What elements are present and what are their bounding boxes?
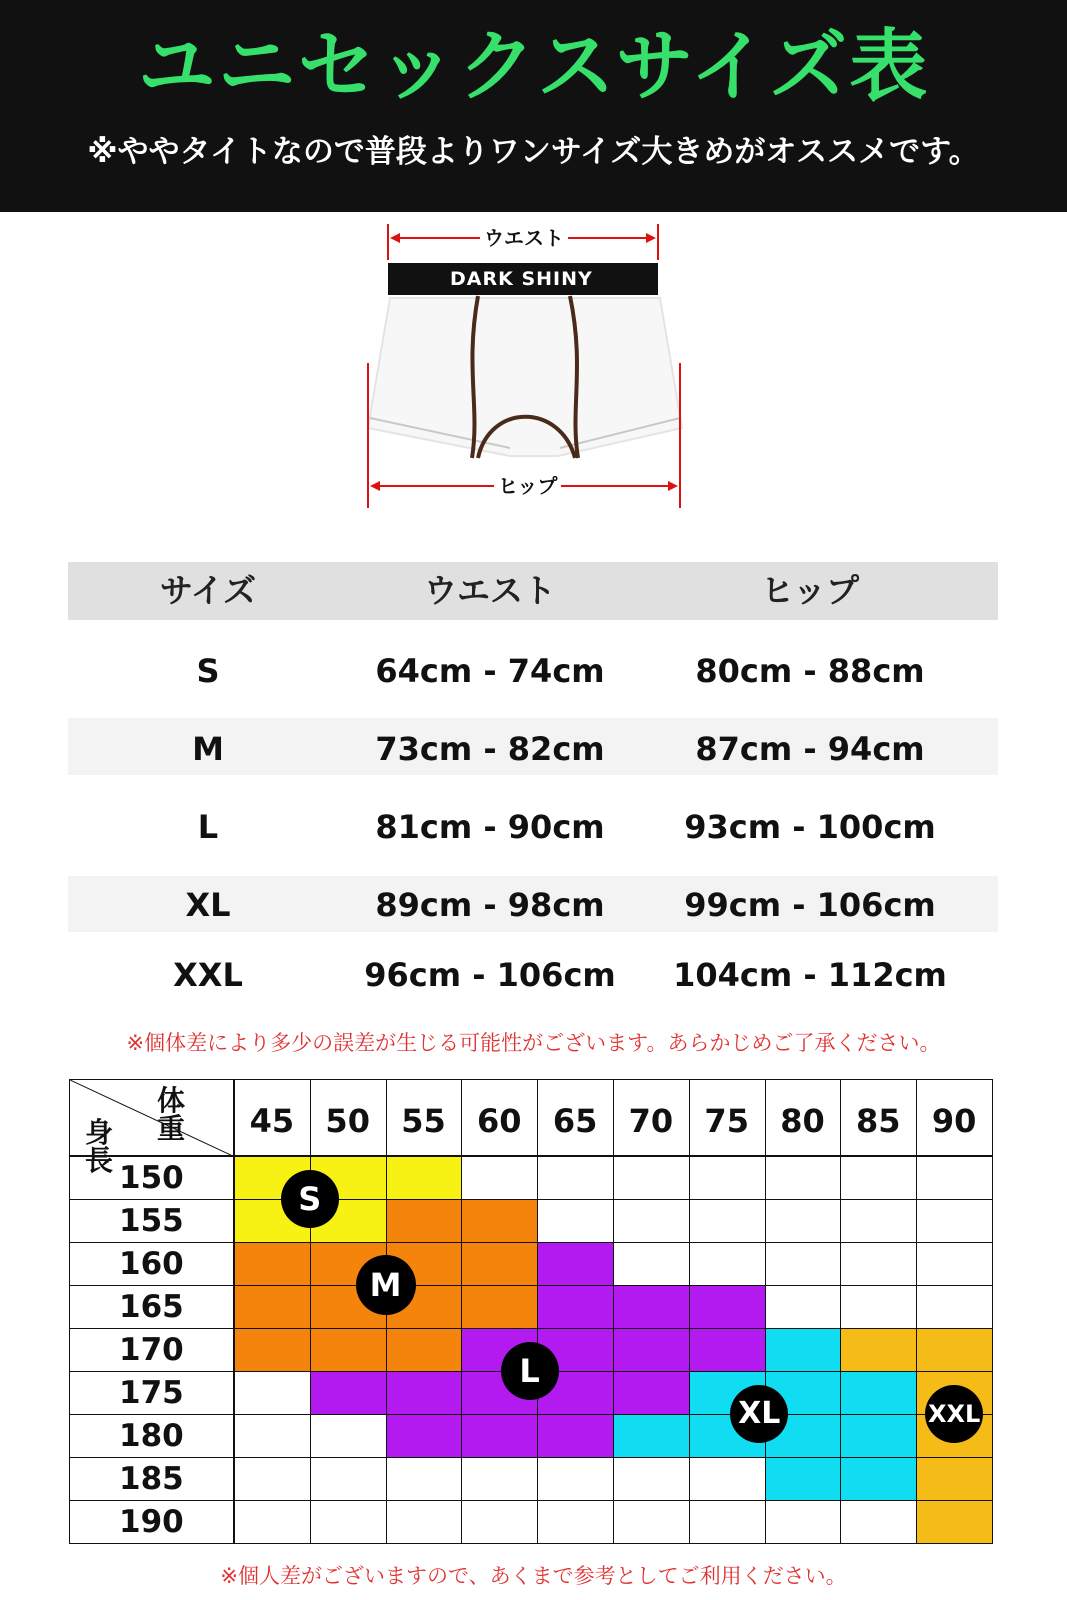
table-row-waist: 73cm - 82cm bbox=[375, 730, 605, 768]
chart-cell bbox=[916, 1242, 993, 1286]
chart-cell bbox=[840, 1500, 917, 1544]
chart-cell bbox=[537, 1285, 614, 1329]
chart-cell bbox=[461, 1414, 538, 1458]
chart-cell bbox=[386, 1457, 463, 1501]
chart-note: ※個人差がございますので、あくまで参考としてご利用ください。 bbox=[220, 1564, 847, 1588]
header-size: サイズ bbox=[159, 571, 257, 610]
weight-header: 45 bbox=[249, 1102, 295, 1140]
chart-cell bbox=[765, 1328, 842, 1372]
height-header: 165 bbox=[119, 1289, 184, 1325]
table-row-size: M bbox=[192, 730, 224, 768]
height-header: 155 bbox=[119, 1203, 184, 1239]
chart-cell bbox=[461, 1285, 538, 1329]
chart-cell bbox=[461, 1457, 538, 1501]
weight-header: 60 bbox=[477, 1102, 522, 1140]
chart-cell bbox=[765, 1199, 842, 1243]
chart-cell bbox=[613, 1285, 690, 1329]
table-row-hip: 93cm - 100cm bbox=[684, 808, 936, 846]
chart-cell bbox=[916, 1156, 993, 1200]
table-row-size: XXL bbox=[173, 956, 243, 994]
chart-cell bbox=[310, 1328, 387, 1372]
chart-cell bbox=[840, 1414, 917, 1458]
header-hip: ヒップ bbox=[760, 571, 859, 610]
chart-cell bbox=[916, 1328, 993, 1372]
table-row-hip: 80cm - 88cm bbox=[695, 652, 925, 690]
chart-cell bbox=[234, 1328, 311, 1372]
chart-cell bbox=[537, 1242, 614, 1286]
chart-cell bbox=[765, 1285, 842, 1329]
size-badge-xxl: XXL bbox=[925, 1385, 983, 1443]
page-subtitle: ※ややタイトなので普段よりワンサイズ大きめがオススメです。 bbox=[87, 134, 980, 170]
chart-cell bbox=[613, 1457, 690, 1501]
chart-cell bbox=[310, 1371, 387, 1415]
chart-cell bbox=[613, 1414, 690, 1458]
table-row-hip: 104cm - 112cm bbox=[673, 956, 947, 994]
weight-header: 70 bbox=[628, 1102, 674, 1140]
table-row-waist: 64cm - 74cm bbox=[375, 652, 605, 690]
chart-cell bbox=[689, 1457, 766, 1501]
garment-diagram bbox=[360, 218, 710, 528]
chart-cell bbox=[689, 1199, 766, 1243]
chart-cell bbox=[613, 1199, 690, 1243]
chart-cell bbox=[765, 1457, 842, 1501]
chart-cell bbox=[234, 1500, 311, 1544]
chart-cell bbox=[840, 1242, 917, 1286]
chart-cell bbox=[613, 1156, 690, 1200]
chart-cell bbox=[234, 1371, 311, 1415]
height-axis-label: 身長 bbox=[85, 1116, 114, 1177]
chart-cell bbox=[840, 1285, 917, 1329]
table-row-waist: 96cm - 106cm bbox=[364, 956, 616, 994]
chart-cell bbox=[689, 1500, 766, 1544]
chart-cell bbox=[461, 1199, 538, 1243]
chart-cell bbox=[537, 1156, 614, 1200]
chart-cell bbox=[386, 1156, 463, 1200]
height-header: 170 bbox=[119, 1332, 184, 1368]
chart-cell bbox=[689, 1156, 766, 1200]
chart-cell bbox=[234, 1414, 311, 1458]
chart-cell bbox=[234, 1457, 311, 1501]
size-table-note: ※個体差により多少の誤差が生じる可能性がございます。あらかじめご了承ください。 bbox=[126, 1031, 941, 1055]
chart-cell bbox=[386, 1371, 463, 1415]
chart-cell bbox=[310, 1500, 387, 1544]
chart-cell bbox=[840, 1457, 917, 1501]
size-badge-xl: XL bbox=[730, 1385, 788, 1443]
chart-cell bbox=[537, 1414, 614, 1458]
chart-cell bbox=[916, 1500, 993, 1544]
table-row-size: L bbox=[197, 808, 219, 846]
table-row-waist: 89cm - 98cm bbox=[375, 886, 605, 924]
weight-header: 75 bbox=[704, 1102, 749, 1140]
weight-header: 80 bbox=[780, 1102, 825, 1140]
hip-label: ヒップ bbox=[494, 476, 561, 496]
chart-cell bbox=[916, 1457, 993, 1501]
chart-cell bbox=[386, 1414, 463, 1458]
chart-cell bbox=[461, 1242, 538, 1286]
weight-axis-label: 体重 bbox=[157, 1084, 186, 1145]
chart-cell bbox=[310, 1457, 387, 1501]
chart-cell bbox=[386, 1500, 463, 1544]
chart-cell bbox=[537, 1500, 614, 1544]
chart-cell bbox=[840, 1328, 917, 1372]
chart-cell bbox=[689, 1285, 766, 1329]
table-row-size: S bbox=[196, 652, 220, 690]
header-banner bbox=[0, 0, 1067, 212]
height-header: 175 bbox=[119, 1375, 184, 1411]
chart-cell bbox=[310, 1414, 387, 1458]
chart-cell bbox=[840, 1156, 917, 1200]
header-waist: ウエスト bbox=[424, 571, 556, 610]
chart-cell bbox=[461, 1500, 538, 1544]
weight-header: 90 bbox=[931, 1102, 977, 1140]
size-badge-l: L bbox=[501, 1342, 559, 1400]
page-title: ユニセックスサイズ表 bbox=[137, 22, 930, 112]
waist-label: ウエスト bbox=[480, 228, 568, 248]
chart-cell bbox=[386, 1199, 463, 1243]
brand-label: DARK SHINY bbox=[450, 268, 593, 290]
chart-cell bbox=[765, 1500, 842, 1544]
chart-cell bbox=[537, 1199, 614, 1243]
chart-cell bbox=[461, 1156, 538, 1200]
weight-header: 50 bbox=[325, 1102, 370, 1140]
table-row-size: XL bbox=[185, 886, 231, 924]
chart-cell bbox=[916, 1199, 993, 1243]
table-row-waist: 81cm - 90cm bbox=[375, 808, 605, 846]
chart-cell bbox=[916, 1285, 993, 1329]
weight-header: 85 bbox=[856, 1102, 901, 1140]
table-row-hip: 99cm - 106cm bbox=[684, 886, 936, 924]
chart-cell bbox=[613, 1371, 690, 1415]
chart-cell bbox=[234, 1285, 311, 1329]
chart-cell bbox=[840, 1199, 917, 1243]
table-row-hip: 87cm - 94cm bbox=[695, 730, 925, 768]
height-header: 180 bbox=[119, 1418, 184, 1454]
chart-cell bbox=[234, 1242, 311, 1286]
size-badge-s: S bbox=[281, 1170, 339, 1228]
size-badge-m: M bbox=[356, 1255, 416, 1315]
height-header: 160 bbox=[119, 1246, 184, 1282]
height-header: 185 bbox=[119, 1461, 184, 1497]
chart-cell bbox=[613, 1500, 690, 1544]
height-header: 150 bbox=[119, 1160, 184, 1196]
chart-cell bbox=[765, 1156, 842, 1200]
height-header: 190 bbox=[119, 1504, 184, 1540]
weight-header: 65 bbox=[552, 1102, 598, 1140]
chart-cell bbox=[689, 1242, 766, 1286]
chart-cell bbox=[765, 1242, 842, 1286]
chart-cell bbox=[689, 1328, 766, 1372]
weight-header: 55 bbox=[401, 1102, 446, 1140]
chart-cell bbox=[613, 1328, 690, 1372]
chart-cell bbox=[613, 1242, 690, 1286]
chart-cell bbox=[537, 1457, 614, 1501]
chart-cell bbox=[386, 1328, 463, 1372]
chart-cell bbox=[840, 1371, 917, 1415]
